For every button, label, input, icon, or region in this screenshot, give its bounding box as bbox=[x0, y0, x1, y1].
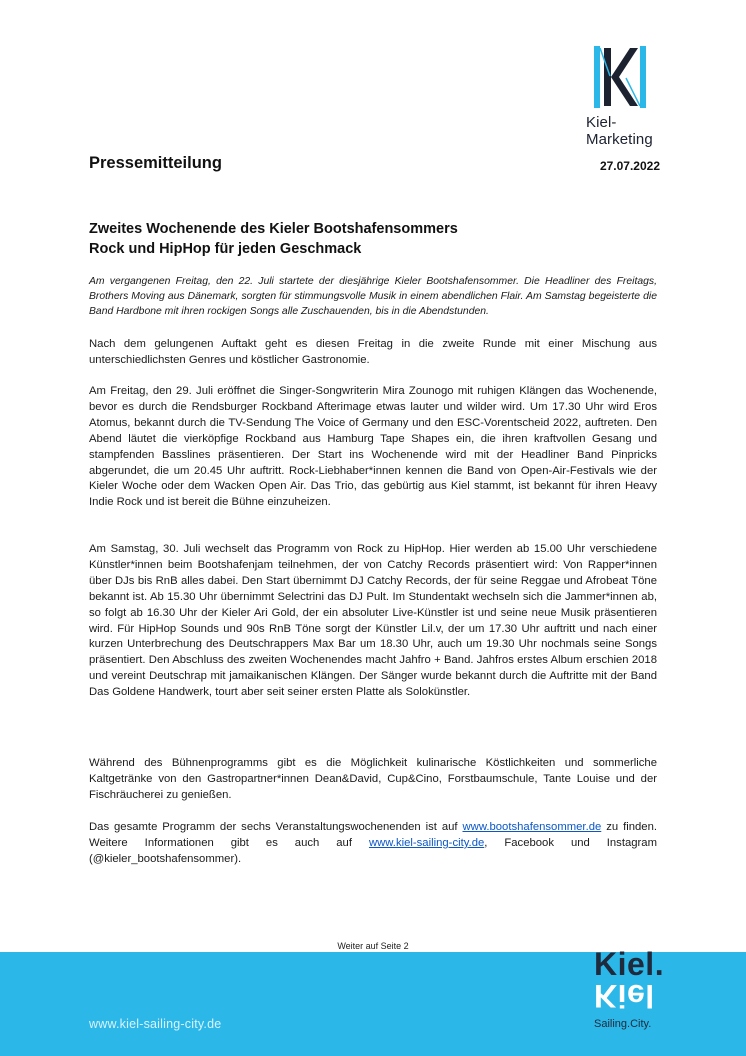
kiel-k-logo-icon bbox=[594, 46, 646, 108]
kiel-sailing-city-link[interactable]: www.kiel-sailing-city.de bbox=[368, 836, 485, 849]
press-release-heading bbox=[89, 219, 660, 259]
heading-line-1: Zweites Wochenende des Kieler Bootshafensommers bbox=[89, 221, 458, 237]
paragraph-more-info bbox=[89, 820, 657, 868]
more-info-text-2: zu finden. Weitere Informationen gibt es auch auf bbox=[89, 821, 657, 849]
brand-name: Kiel-Marketing bbox=[586, 114, 653, 148]
sailing-city-tagline: Sailing.City. bbox=[594, 1018, 652, 1030]
paragraph-gastronomy: Während des Bühnenprogramms gibt es die Möglichkeit kulinarische Köstlichkeiten und sommerliche Kaltgetränke von den Gastropartner*innen Dean&David, Cup&Cino, Forstbaumschule, Tante Louise und der Fischräucherei zu genießen. bbox=[89, 757, 657, 801]
document-type-title: Pressemitteilung bbox=[89, 154, 222, 172]
footer-url: www.kiel-sailing-city.de bbox=[89, 1017, 222, 1031]
release-date: 27.07.2022 bbox=[599, 159, 660, 173]
kiel-wordmark: Kiel. bbox=[594, 946, 665, 982]
continued-note: Weiter auf Seite 2 bbox=[337, 941, 409, 951]
bootshafensommer-link[interactable]: www.bootshafensommer.de bbox=[462, 821, 602, 833]
paragraph-intro: Nach dem gelungenen Auftakt geht es diesen Freitag in die zweite Runde mit einer Mischung aus unterschiedlichsten Genres und köstlicher Gastronomie. bbox=[89, 338, 657, 366]
kiel-sailing-city-logo bbox=[582, 946, 682, 1036]
kiel-wordmark-mirrored: Kiel bbox=[594, 978, 655, 1014]
kiel-marketing-logo bbox=[586, 46, 676, 148]
more-info-text-1: Das gesamte Programm der sechs Veranstaltungswochenenden ist auf bbox=[89, 821, 463, 833]
paragraph-friday: Am Freitag, den 29. Juli eröffnet die Singer-Songwriterin Mira Zounogo mit ruhigen Klängen das Wochenende, bevor es durch die Rendsburger Rockband Afterimage etwas lauter und wilder wird. Um 17.30 Uhr wird Eros Atomus, bekannt durch die TV-Sendung The Voice of Germany und den ESC-Vorentscheid 2022, auftreten. Den Abend läutet die vierköpfige Rockband aus Hamburg Tape Shapes ein, die ihren kraftvollen Gesang und stampfenden Basslines präsentieren. Der Start ins Wochenende wird mit der Headliner Band Pinpricks abgerundet, die um 20.45 Uhr auftritt. Rock-Liebhaber*innen kennen die Band von Open-Air-Festivals wie der Kieler Woche oder dem Wacken Open Air. Das Trio, das gebürtig aus Kiel stammt, ist bekannt für ihren Heavy Indie Rock und ist bereit die Bühne einzuheizen. bbox=[89, 385, 657, 509]
lead-paragraph: Am vergangenen Freitag, den 22. Juli startete der diesjährige Kieler Bootshafensommer. Die Headliner des Freitags, Brothers Moving aus Dänemark, sorgten für stimmungsvolle Musik in einem abendlichen Flair. Am Samstag begeisterte die Band Hardbone mit ihren rockigen Songs alle Zuschauenden, bis in die Abendstunden. bbox=[89, 276, 657, 317]
paragraph-saturday: Am Samstag, 30. Juli wechselt das Programm von Rock zu HipHop. Hier werden ab 15.00 Uhr verschiedene Künstler*innen beim Bootshafenjam teilnehmen, der von Catchy Records präsentiert wird: Von Rapper*innen über DJs bis RnB alles dabei. Den Start übernimmt DJ Catchy Records, der für seine Reggae und Afrobeat Töne bekannt ist. Ab 15.30 Uhr übernimmt Selectrini das DJ Pult. Im Stundentakt wechseln sich die Jammer*innen ab, so folgt ab 16.30 Uhr der Kieler Ari Gold, der ein absoluter Live-Künstler ist und seine neue Musik präsentieren wird. Für HipHop Sounds und 90s RnB Töne sorgt der Künstler Lil.v, der um 17.30 Uhr auftritt und nach einer kurzen Unterbrechung des Deutschrappers Max Bar um 18.30 Uhr, auch um 19.30 Uhr nochmals seine Songs präsentiert. Den Abschluss des zweiten Wochenendes macht Jahfro + Band. Jahfros erstes Album erschien 2018 und vereint Deutschrap mit jamaikanischen Klängen. Der Sänger wurde bekannt durch die Auftritte mit der Band Das Goldene Handwerk, tourt aber seit seiner ersten Platte als Solokünstler. bbox=[89, 543, 657, 699]
more-info-text-3: , Facebook und Instagram (@kieler_bootshafensommer). bbox=[89, 836, 657, 865]
heading-line-2: Rock und HipHop für jeden Geschmack bbox=[89, 241, 362, 257]
document-header bbox=[89, 154, 660, 173]
